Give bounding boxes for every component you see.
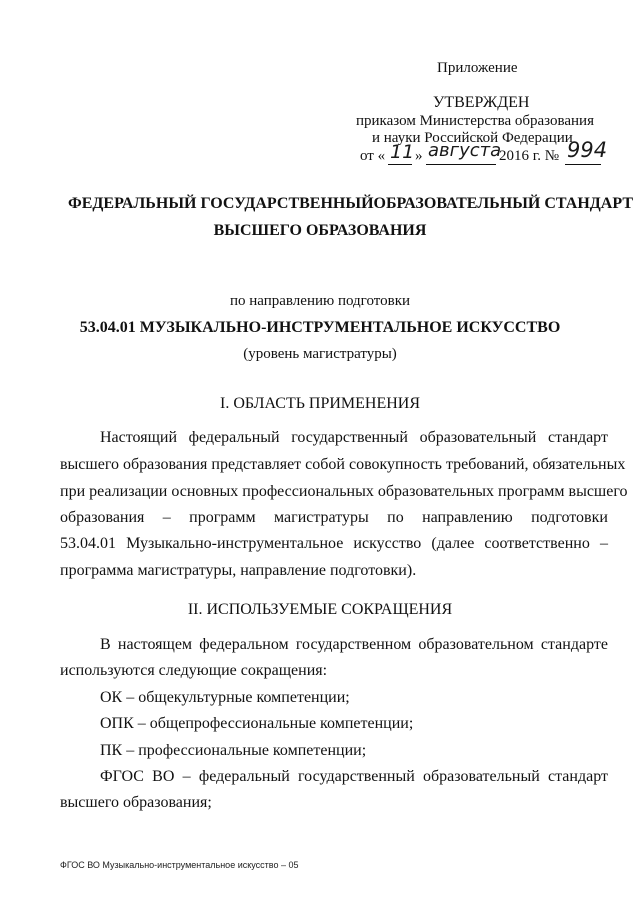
level-label: (уровень магистратуры) xyxy=(243,346,397,362)
word: 53.04.01 xyxy=(60,535,116,552)
date-year: 2016 г. № xyxy=(499,148,560,164)
document-title-line-2: ВЫСШЕГО ОБРАЗОВАНИЯ xyxy=(213,222,427,239)
abbreviation-pk: ПК – профессиональные компетенции; xyxy=(100,742,367,759)
word: – xyxy=(162,509,171,526)
word: подготовки xyxy=(531,509,608,526)
word: образовательный xyxy=(423,768,540,785)
word: В xyxy=(100,636,111,653)
order-number-handwritten: 994 xyxy=(567,138,608,162)
section-2-intro-line-2: используются следующие сокращения: xyxy=(60,662,328,679)
word: ВО xyxy=(152,768,175,785)
date-month-underline xyxy=(426,164,496,165)
date-prefix: от « xyxy=(360,148,386,164)
section-1-line-5 xyxy=(60,536,608,552)
word: по xyxy=(387,509,404,526)
word: государственном xyxy=(295,636,412,653)
word: образовательном xyxy=(418,636,534,653)
order-number-underline xyxy=(565,164,601,165)
date-mid: » xyxy=(415,148,423,164)
section-1-line-4 xyxy=(60,510,608,526)
word: стандарт xyxy=(547,429,608,446)
word: федеральный xyxy=(188,429,280,446)
word: искусство xyxy=(353,535,422,552)
abbreviation-ok: ОК – общекультурные компетенции; xyxy=(100,689,350,706)
abbreviation-fgos-line-1 xyxy=(100,769,608,785)
order-line-2: и науки Российской Федерации xyxy=(372,130,573,146)
section-2-intro-line-1 xyxy=(100,637,608,653)
word: (далее xyxy=(431,535,475,552)
word: программ xyxy=(189,509,256,526)
approved-label: УТВЕРЖДЕН xyxy=(433,94,530,111)
word: образовательный xyxy=(419,429,537,446)
date-day-handwritten: 11 xyxy=(390,141,415,163)
word: настоящем xyxy=(117,636,193,653)
appendix-label: Приложение xyxy=(437,60,518,76)
order-line-1: приказом Министерства образования xyxy=(356,113,594,129)
date-month-handwritten: августа xyxy=(428,140,502,161)
date-day-underline xyxy=(388,164,412,165)
section-1-line-1 xyxy=(100,430,608,446)
direction-name: 53.04.01 МУЗЫКАЛЬНО-ИНСТРУМЕНТАЛЬНОЕ ИСКУССТВО xyxy=(79,319,561,336)
section-1-heading: I. ОБЛАСТЬ ПРИМЕНЕНИЯ xyxy=(219,395,421,412)
word: – xyxy=(599,535,608,552)
abbreviation-opk: ОПК – общепрофессиональные компетенции; xyxy=(100,715,414,732)
direction-label: по направлению подготовки xyxy=(229,293,411,309)
word: федеральном xyxy=(199,636,289,653)
word: федеральный xyxy=(198,768,290,785)
word: образования xyxy=(60,509,145,526)
word: – xyxy=(182,768,191,785)
section-1-line-3: при реализации основных профессиональных образовательных программ высшего xyxy=(60,483,628,500)
word: стандарт xyxy=(548,768,608,785)
section-1-line-2: высшего образования представляет собой совокупность требований, обязательных xyxy=(60,456,626,473)
word: стандарте xyxy=(540,636,608,653)
word: государственный xyxy=(298,768,415,785)
section-2-heading: II. ИСПОЛЬЗУЕМЫЕ СОКРАЩЕНИЯ xyxy=(187,601,453,618)
word: ФГОС xyxy=(100,768,144,785)
word: направлению xyxy=(422,509,513,526)
word: государственный xyxy=(291,429,408,446)
word: Музыкально-инструментальное xyxy=(126,535,344,552)
word: Настоящий xyxy=(100,429,178,446)
abbreviation-fgos-line-2: высшего образования; xyxy=(60,794,212,811)
word: магистратуры xyxy=(274,509,369,526)
page-footer: ФГОС ВО Музыкально-инструментальное искусство – 05 xyxy=(60,860,299,870)
section-1-line-6: программа магистратуры, направление подготовки). xyxy=(60,562,417,579)
word: соответственно xyxy=(484,535,590,552)
document-title-line-1: ФЕДЕРАЛЬНЫЙ ГОСУДАРСТВЕННЫЙОБРАЗОВАТЕЛЬНЫЙ СТАНДАРТ xyxy=(68,195,633,212)
